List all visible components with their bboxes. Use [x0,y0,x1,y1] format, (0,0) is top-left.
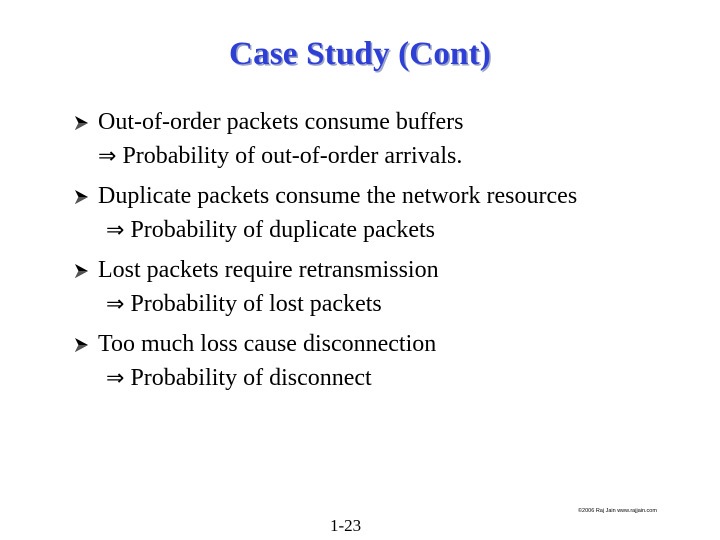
slide-title: Case Study (Cont) [229,36,491,72]
bullet-item [0,105,720,179]
bullet-subtext: Probability of duplicate packets [130,217,436,243]
bullet-subline [98,139,462,174]
bullet-item [0,253,720,327]
implies-arrow-icon: ⇒ [106,292,125,317]
copyright-notice: ©2006 Raj Jain www.rajjain.com [578,508,657,514]
bullet-text: Duplicate packets consume the network resources [98,183,578,209]
arrowhead-bullet-icon [75,338,88,352]
bullet-subline [106,213,435,248]
bullet-text: Too much loss cause disconnection [98,331,437,357]
bullet-text: Out-of-order packets consume buffers [98,109,464,135]
bullet-subtext: Probability of out-of-order arrivals. [122,143,463,169]
bullet-subline [106,287,382,322]
page-number: 1-23 [330,516,362,535]
arrowhead-bullet-icon [75,264,88,278]
arrowhead-bullet-icon [75,190,88,204]
bullet-text: Lost packets require retransmission [98,257,439,283]
bullet-subline [106,361,372,396]
implies-arrow-icon: ⇒ [98,144,117,169]
bullet-list [0,105,720,401]
bullet-item [0,327,720,401]
implies-arrow-icon: ⇒ [106,366,125,391]
bullet-subtext: Probability of lost packets [130,291,382,317]
bullet-subtext: Probability of disconnect [130,365,372,391]
arrowhead-bullet-icon [75,116,88,130]
implies-arrow-icon: ⇒ [106,218,125,243]
bullet-item [0,179,720,253]
